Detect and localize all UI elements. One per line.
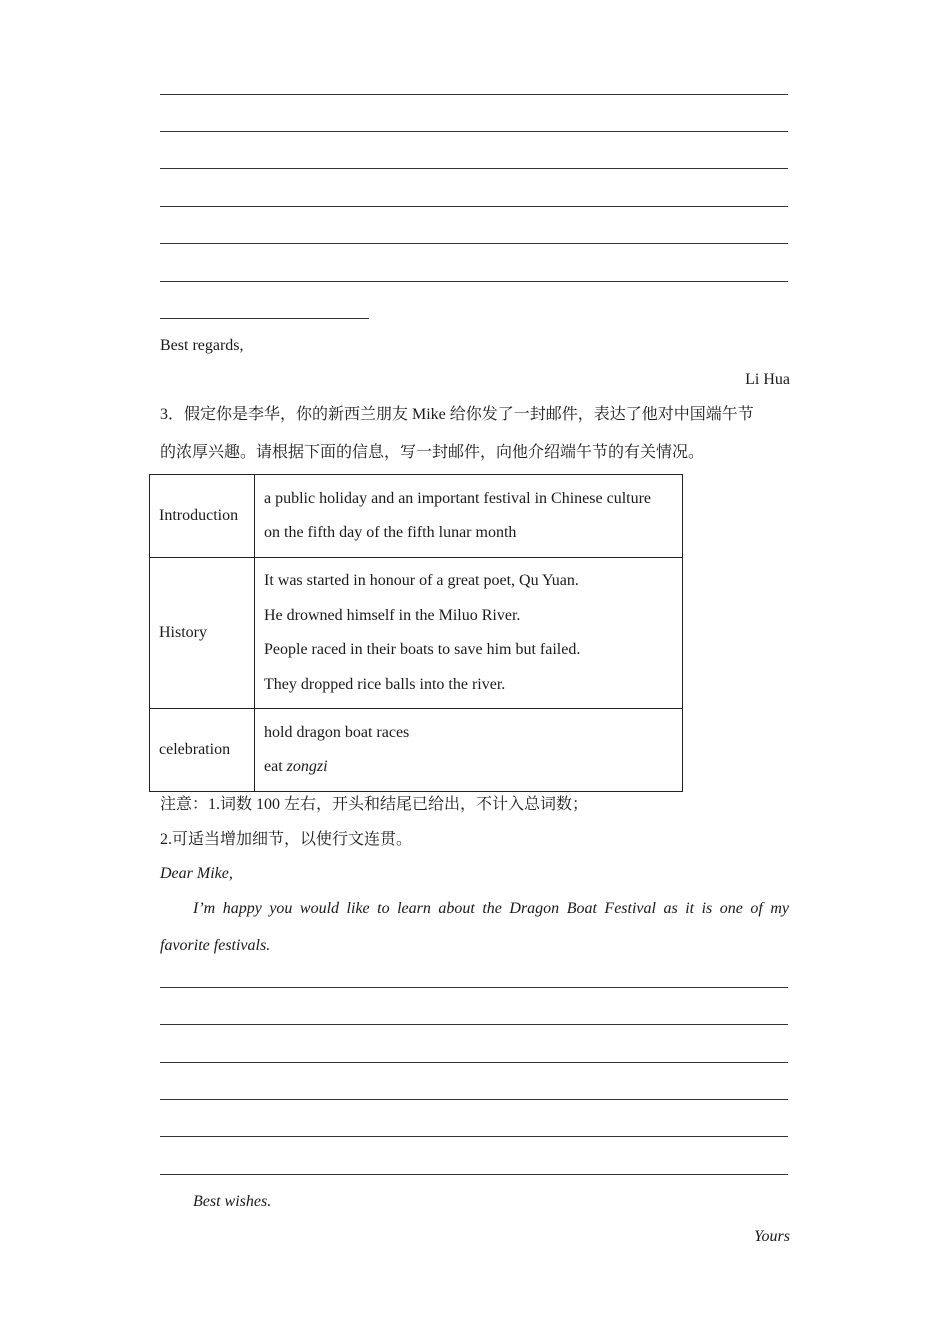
letter-greeting: Dear Mike, <box>160 865 233 882</box>
writing-line-short <box>160 318 369 319</box>
writing-line <box>160 243 788 244</box>
info-table <box>149 474 683 792</box>
row-content: It was started in honour of a great poet, Qu Yuan. He drowned himself in the Miluo River. People raced in their boats to save him but failed. They dropped rice balls into the river. <box>255 558 683 709</box>
letter-opening-line-1: I’m happy you would like to learn about the Dragon Boat Festival as it is one of my <box>193 900 789 917</box>
table-row-celebration <box>150 709 683 792</box>
writing-line <box>160 131 788 132</box>
row-label: celebration <box>150 709 255 792</box>
writing-line <box>160 281 788 282</box>
signature-li-hua: Li Hua <box>745 371 790 388</box>
writing-line <box>160 1099 788 1100</box>
writing-line <box>160 168 788 169</box>
question-prompt-line-1: 3．假定你是李华，你的新西兰朋友 Mike 给你发了一封邮件，表达了他对中国端午节 <box>160 406 754 423</box>
letter-signoff: Yours <box>754 1228 790 1245</box>
row-content: hold dragon boat races eat zongzi <box>255 709 683 792</box>
note-line-2: 2.可适当增加细节，以使行文连贯。 <box>160 831 413 848</box>
row-label: Introduction <box>150 475 255 558</box>
table-row-history <box>150 558 683 709</box>
writing-line <box>160 1174 788 1175</box>
row-label: History <box>150 558 255 709</box>
writing-line <box>160 1024 788 1025</box>
letter-opening-line-2: favorite festivals. <box>160 937 271 954</box>
table-row-introduction <box>150 475 683 558</box>
closing-best-regards: Best regards, <box>160 337 244 354</box>
row-content: a public holiday and an important festival in Chinese culture on the fifth day of the fifth lunar month <box>255 475 683 558</box>
question-number: 3 <box>160 406 168 423</box>
writing-line <box>160 206 788 207</box>
note-line-1: 注意：1.词数 100 左右，开头和结尾已给出，不计入总词数； <box>160 796 589 813</box>
question-prompt-line-2: 的浓厚兴趣。请根据下面的信息，写一封邮件，向他介绍端午节的有关情况。 <box>160 444 705 461</box>
writing-line <box>160 1062 788 1063</box>
writing-line <box>160 987 788 988</box>
letter-closing: Best wishes. <box>193 1193 272 1210</box>
writing-line <box>160 1136 788 1137</box>
writing-line <box>160 94 788 95</box>
